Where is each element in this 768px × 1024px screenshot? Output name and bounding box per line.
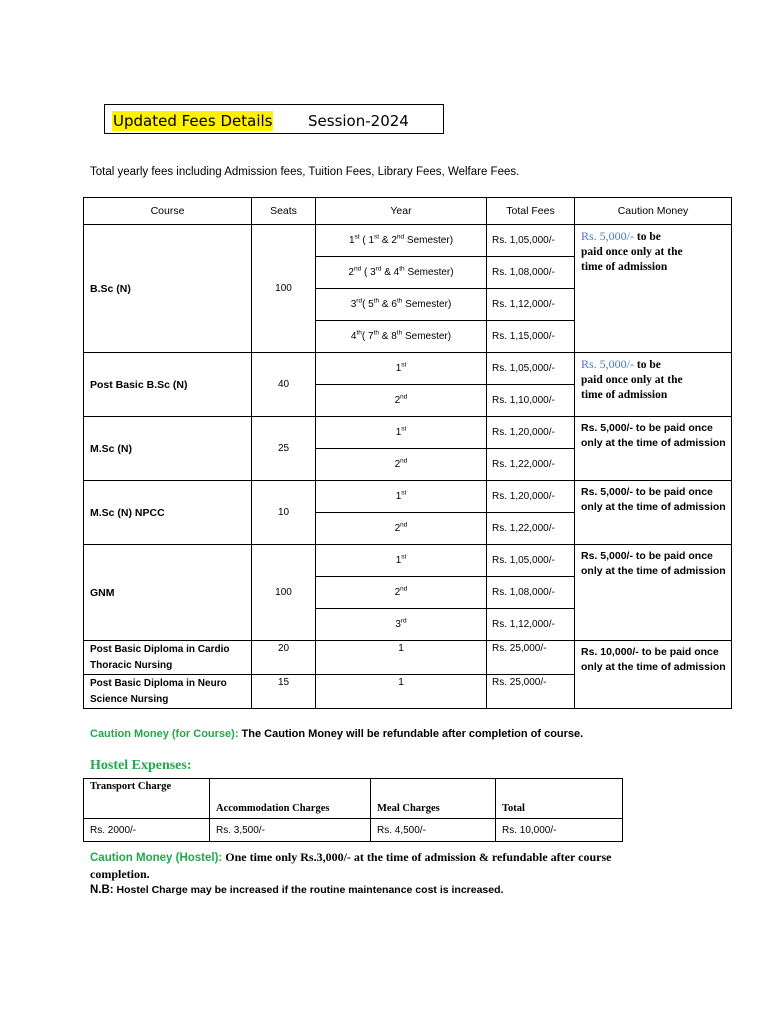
caution-hostel-note	[90, 849, 650, 882]
header-seats: Seats	[252, 198, 316, 225]
year-cell: 1st	[316, 481, 487, 513]
caution-course-note	[90, 728, 583, 740]
fee-value: Rs. 1,05,000/-	[487, 353, 575, 385]
header-course: Course	[84, 198, 252, 225]
fee-value: Rs. 1,12,000/-	[487, 289, 575, 321]
caution-money: Rs. 5,000/- to be paid once only at the time of admission	[575, 481, 732, 545]
fee-value: Rs. 25,000/-	[487, 641, 575, 675]
year-cell: 1st ( 1st & 2nd Semester)	[316, 225, 487, 257]
fee-value: Rs. 1,12,000/-	[487, 609, 575, 641]
year-cell: 1	[316, 675, 487, 709]
caution-hostel-label: Caution Money (Hostel):	[90, 852, 223, 864]
year-cell: 1st	[316, 353, 487, 385]
fee-value: Rs. 1,20,000/-	[487, 417, 575, 449]
fee-value: Rs. 1,10,000/-	[487, 385, 575, 417]
caution-course-text: The Caution Money will be refundable after completion of course.	[238, 728, 584, 740]
year-cell: 3rd	[316, 609, 487, 641]
course-name: Post Basic Diploma in Neuro Science Nursing	[84, 675, 252, 709]
year-cell: 2nd	[316, 449, 487, 481]
table-row	[84, 481, 732, 513]
fee-value: Rs. 1,15,000/-	[487, 321, 575, 353]
caution-money: Rs. 5,000/- to be paid once only at the time of admission	[575, 353, 732, 417]
nb-label: N.B:	[90, 884, 114, 896]
fees-header-row	[84, 198, 732, 225]
fee-value: Rs. 1,08,000/-	[487, 257, 575, 289]
table-row	[84, 417, 732, 449]
year-cell: 2nd	[316, 385, 487, 417]
total-value: Rs. 10,000/-	[496, 819, 623, 842]
course-name: M.Sc (N)	[84, 417, 252, 481]
header-accommodation: Accommodation Charges	[210, 779, 371, 819]
header-year: Year	[316, 198, 487, 225]
year-cell: 1st	[316, 417, 487, 449]
year-cell: 2nd ( 3rd & 4th Semester)	[316, 257, 487, 289]
hostel-values-row	[84, 819, 623, 842]
year-cell: 1st	[316, 545, 487, 577]
course-name: Post Basic B.Sc (N)	[84, 353, 252, 417]
title-box	[104, 104, 444, 134]
course-name: B.Sc (N)	[84, 225, 252, 353]
header-caution-money: Caution Money	[575, 198, 732, 225]
header-transport: Transport Charge	[84, 779, 210, 819]
year-cell: 3rd( 5th & 6th Semester)	[316, 289, 487, 321]
year-cell: 2nd	[316, 513, 487, 545]
meal-value: Rs. 4,500/-	[371, 819, 496, 842]
hostel-table	[83, 778, 623, 842]
year-cell: 2nd	[316, 577, 487, 609]
hostel-heading: Hostel Expenses:	[90, 758, 192, 773]
seats-value: 10	[252, 481, 316, 545]
fee-value: Rs. 1,08,000/-	[487, 577, 575, 609]
caution-hostel-text: One time only Rs.3,000/- at the time of admission & refundable after course completion.	[90, 850, 612, 881]
seats-value: 15	[252, 675, 316, 709]
accommodation-value: Rs. 3,500/-	[210, 819, 371, 842]
seats-value: 40	[252, 353, 316, 417]
table-row	[84, 225, 732, 257]
year-cell: 4th( 7th & 8th Semester)	[316, 321, 487, 353]
course-name: M.Sc (N) NPCC	[84, 481, 252, 545]
table-row	[84, 353, 732, 385]
caution-course-label: Caution Money (for Course):	[90, 728, 239, 740]
header-total-fees: Total Fees	[487, 198, 575, 225]
caution-money: Rs. 5,000/- to be paid once only at the time of admission	[575, 417, 732, 481]
fee-value: Rs. 1,20,000/-	[487, 481, 575, 513]
course-name: Post Basic Diploma in Cardio Thoracic Nursing	[84, 641, 252, 675]
seats-value: 20	[252, 641, 316, 675]
table-row	[84, 545, 732, 577]
nb-text: Hostel Charge may be increased if the routine maintenance cost is increased.	[113, 884, 504, 896]
header-meal: Meal Charges	[371, 779, 496, 819]
title-session: Session-2024	[308, 112, 409, 130]
intro-text: Total yearly fees including Admission fees, Tuition Fees, Library Fees, Welfare Fees.	[90, 166, 520, 178]
seats-value: 100	[252, 545, 316, 641]
seats-value: 100	[252, 225, 316, 353]
fee-value: Rs. 1,05,000/-	[487, 545, 575, 577]
table-row	[84, 641, 732, 675]
header-total: Total	[496, 779, 623, 819]
nb-note	[90, 884, 503, 896]
fee-value: Rs. 25,000/-	[487, 675, 575, 709]
fee-value: Rs. 1,05,000/-	[487, 225, 575, 257]
caution-money: Rs. 5,000/- to be paid once only at the time of admission	[575, 545, 732, 641]
caution-money: Rs. 10,000/- to be paid once only at the time of admission	[575, 641, 732, 709]
transport-value: Rs. 2000/-	[84, 819, 210, 842]
hostel-header-row	[84, 779, 623, 819]
title-highlight: Updated Fees Details	[113, 112, 273, 130]
fees-table	[83, 197, 732, 709]
course-name: GNM	[84, 545, 252, 641]
fee-value: Rs. 1,22,000/-	[487, 449, 575, 481]
seats-value: 25	[252, 417, 316, 481]
year-cell: 1	[316, 641, 487, 675]
caution-money: Rs. 5,000/- to be paid once only at the time of admission	[575, 225, 732, 353]
fee-value: Rs. 1,22,000/-	[487, 513, 575, 545]
